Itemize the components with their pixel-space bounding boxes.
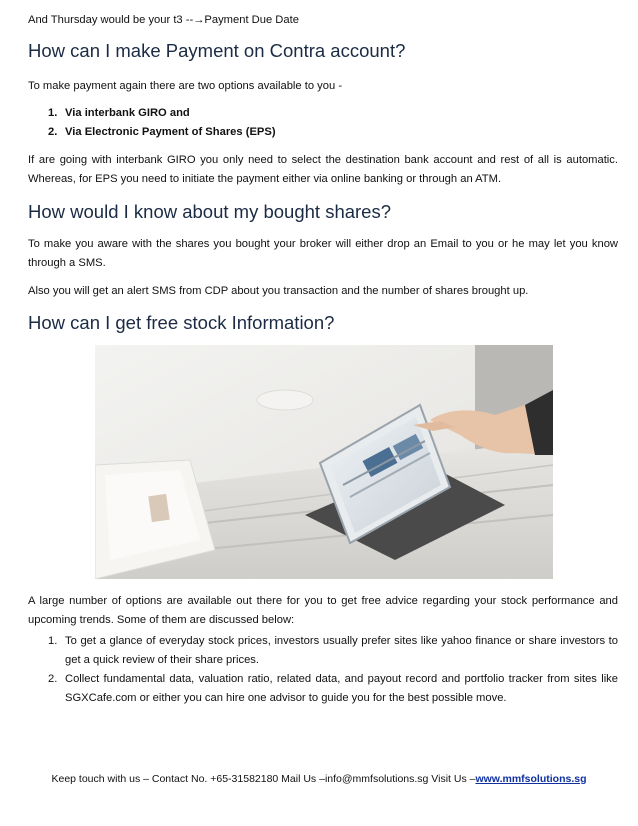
list-item <box>28 670 618 708</box>
heading-free-stock-info: How can I get free stock Information? <box>28 312 335 333</box>
footer <box>0 773 638 785</box>
section3-body: A large number of options are available out there for you to get free advice regarding your stock performance and upcoming trends. Some of them are discussed below: <box>28 595 618 626</box>
heading-bought-shares: How would I know about my bought shares? <box>28 201 392 222</box>
stock-info-list <box>28 632 618 708</box>
section2-para1: To make you aware with the shares you bought your broker will either drop an Email to you or he may let you know through a SMS. <box>28 238 618 269</box>
website-link[interactable]: www.mmfsolutions.sg <box>475 773 587 785</box>
intro-after: Payment Due Date <box>204 14 299 26</box>
list-item <box>28 104 618 123</box>
heading-contra-payment: How can I make Payment on Contra account? <box>28 40 406 61</box>
arrow-icon: → <box>193 14 205 26</box>
list-number: 2. <box>48 126 58 138</box>
payment-options-list <box>28 104 618 142</box>
intro-text: And Thursday would be your t3 -- <box>28 14 194 26</box>
list-item <box>28 632 618 670</box>
section1-body: If are going with interbank GIRO you only need to select the destination bank account and rest of all is automatic. Whereas, for EPS you need to initiate the payment either via online banking or through an ATM. <box>28 154 618 185</box>
tablet-photo-icon <box>95 345 553 579</box>
list-number: 2. <box>48 673 58 685</box>
list-number: 1. <box>48 107 58 119</box>
list-text: Collect fundamental data, valuation ratio, related data, and payout record and portfolio tracker from sites like SGXCafe.com or either you can hire one advisor to guide you for the best possible move. <box>65 673 618 704</box>
list-text: Via interbank GIRO and <box>65 107 190 119</box>
section1-intro: To make payment again there are two options available to you - <box>28 80 343 92</box>
section2-para2: Also you will get an alert SMS from CDP about you transaction and the number of shares brought up. <box>28 285 529 297</box>
intro-line <box>28 11 618 30</box>
list-text: To get a glance of everyday stock prices, investors usually prefer sites like yahoo finance or share investors to get a quick review of their share prices. <box>65 635 618 666</box>
list-text: Via Electronic Payment of Shares (EPS) <box>65 126 276 138</box>
list-number: 1. <box>48 635 58 647</box>
footer-text: Keep touch with us – Contact No. +65-31582180 Mail Us –info@mmfsolutions.sg Visit Us – <box>51 773 476 785</box>
list-item <box>28 123 618 142</box>
